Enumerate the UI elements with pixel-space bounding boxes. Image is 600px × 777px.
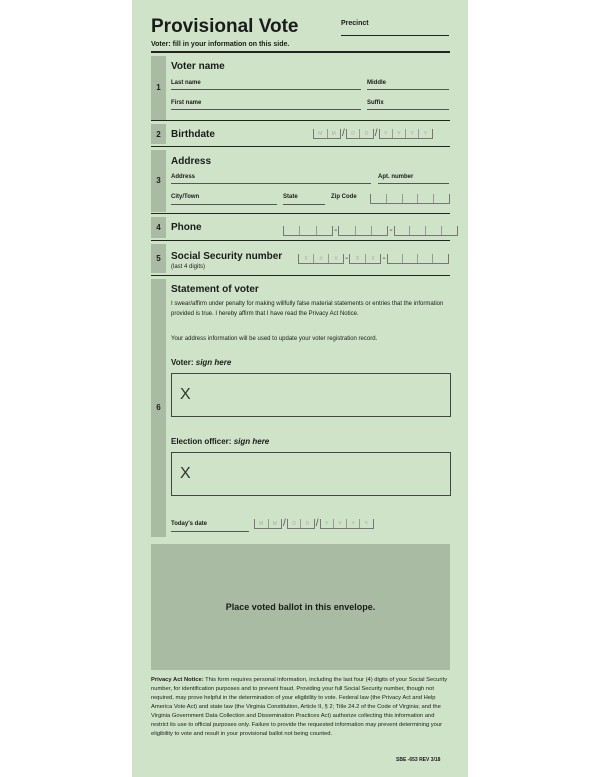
voter-name-title: Voter name (171, 61, 225, 72)
date-year-box[interactable] (320, 519, 374, 529)
ssn-last4-box[interactable] (387, 254, 449, 264)
ssn-middle-box (349, 254, 381, 264)
envelope-instruction: Place voted ballot in this envelope. (225, 602, 376, 612)
todays-date-field[interactable] (254, 518, 374, 529)
officer-sign-prefix: Election officer: (171, 437, 234, 446)
placeholder-char: M (272, 521, 277, 527)
ssn-title: Social Security number (171, 251, 283, 262)
phone-dash: - (389, 225, 393, 236)
ssn-field[interactable] (298, 253, 449, 264)
section-number-6: 6 (156, 403, 161, 412)
last-name-field[interactable] (171, 89, 361, 90)
middle-label: Middle (367, 80, 386, 86)
ssn-subtitle: (last 4 digits) (171, 264, 206, 270)
divider (151, 275, 450, 276)
provisional-vote-form (132, 0, 468, 777)
address-title: Address (171, 156, 212, 167)
last-name-label: Last name (171, 80, 201, 86)
section-number-bar (151, 124, 166, 144)
divider (151, 146, 450, 147)
phone-dash: - (334, 225, 338, 236)
placeholder-char: X (334, 256, 338, 262)
birth-day-box[interactable] (346, 129, 374, 139)
envelope-area (151, 544, 450, 670)
first-name-field[interactable] (171, 109, 361, 110)
officer-sign-label (171, 437, 269, 446)
placeholder-char: Y (334, 519, 347, 528)
divider (151, 240, 450, 241)
phone-line-box[interactable] (394, 226, 458, 236)
placeholder-char: X (314, 254, 329, 263)
placeholder-char: D (364, 131, 369, 137)
divider (151, 51, 450, 53)
state-field[interactable] (283, 204, 325, 205)
date-day-box[interactable] (287, 519, 315, 529)
date-slash: / (374, 128, 378, 139)
middle-field[interactable] (367, 89, 449, 90)
birthdate-title: Birthdate (171, 129, 215, 140)
statement-text: I swear/affirm under penalty for making willfully false material statements or entries that the information provided is true. I hereby affirm that I have read the Privacy Act Notice. (171, 301, 444, 317)
phone-title: Phone (171, 222, 202, 233)
placeholder-char: Y (321, 519, 334, 528)
placeholder-char: M (331, 131, 336, 137)
voter-signature-box[interactable] (171, 373, 451, 417)
signature-mark: X (180, 386, 191, 403)
privacy-text: This form requires personal information, including the last four (4) digits of your Social Security number, for identification purposes and to prevent fraud. Providing your full Social Security number, though not required, may prove helpful in the determination of your eligibility to vote. Federal law (the Privacy Act and Help America Vote Act) and state law (the Virginia Constitution, Article II, § 2; Title 24.2 of the Code of Virginia; and the Virginia Government Data Collection and Dissemination Practices Act) authorize collecting this information and restrict its use to official purposes only. Failure to provide the requested information may prevent determining your eligibility to vote and result in your provisional ballot not being counted. (151, 677, 448, 737)
section-number-5: 5 (156, 254, 161, 263)
apt-field[interactable] (378, 183, 449, 184)
voter-instruction: Voter: fill in your information on this side. (151, 41, 290, 48)
address-field[interactable] (171, 183, 371, 184)
section-number-1: 1 (156, 83, 161, 92)
placeholder-char: Y (393, 129, 406, 138)
date-slash: / (342, 128, 345, 139)
date-slash: / (315, 518, 319, 529)
placeholder-char: Y (406, 129, 419, 138)
precinct-field[interactable] (341, 35, 449, 36)
phone-prefix-box[interactable] (338, 226, 388, 236)
address-note: Your address information will be used to update your voter registration record. (171, 336, 378, 342)
zip-label: Zip Code (331, 194, 357, 200)
first-name-label: First name (171, 100, 202, 106)
privacy-heading: Privacy Act Notice: (151, 677, 204, 683)
page-title: Provisional Vote (151, 16, 299, 37)
statement-title: Statement of voter (171, 284, 259, 295)
date-month-box[interactable] (254, 519, 282, 529)
section-number-bar (151, 279, 166, 537)
voter-sign-emph: sign here (195, 358, 232, 367)
suffix-field[interactable] (367, 109, 449, 110)
signature-mark: X (180, 465, 191, 482)
voter-sign-label (171, 358, 231, 367)
ssn-dash: - (345, 253, 349, 264)
phone-field[interactable] (283, 225, 458, 236)
birthdate-field[interactable] (313, 128, 433, 139)
city-label: City/Town (171, 194, 200, 200)
todays-date-label: Today's date (171, 521, 207, 527)
privacy-notice (151, 676, 451, 739)
officer-sign-emph: sign here (233, 437, 270, 446)
section-number-bar (151, 244, 166, 273)
voter-sign-prefix: Voter: (171, 358, 196, 367)
placeholder-char: Y (364, 521, 369, 527)
form-revision-code: SBE -653 REV 3/18 (396, 757, 441, 763)
divider (151, 213, 450, 214)
section-number-4: 4 (156, 223, 161, 232)
birth-month-box[interactable] (313, 129, 341, 139)
apt-label: Apt. number (378, 174, 414, 180)
section-number-bar (151, 217, 166, 238)
section-number-2: 2 (156, 130, 161, 139)
phone-area-box[interactable] (283, 226, 333, 236)
ssn-first-box (298, 254, 344, 264)
suffix-label: Suffix (367, 100, 384, 106)
placeholder-char: Y (380, 129, 393, 138)
placeholder-char: Y (347, 519, 360, 528)
ssn-dash: - (382, 253, 386, 264)
divider (151, 120, 450, 121)
section-number-bar (151, 56, 166, 120)
placeholder-char: D (347, 129, 361, 138)
placeholder-char: Y (423, 131, 428, 137)
precinct-label: Precinct (341, 20, 369, 27)
placeholder-char: X (350, 254, 366, 263)
placeholder-char: X (371, 256, 375, 262)
zip-field[interactable] (370, 194, 450, 204)
section-number-bar (151, 150, 166, 212)
section-number-3: 3 (156, 176, 161, 185)
placeholder-char: M (314, 129, 328, 138)
officer-signature-box[interactable] (171, 452, 451, 496)
state-label: State (283, 194, 298, 200)
placeholder-char: D (288, 519, 302, 528)
date-slash: / (283, 518, 286, 529)
placeholder-char: M (255, 519, 269, 528)
city-field[interactable] (171, 204, 277, 205)
address-label: Address (171, 174, 196, 180)
placeholder-char: X (299, 254, 314, 263)
todays-date-underline (171, 531, 249, 532)
birth-year-box[interactable] (379, 129, 433, 139)
placeholder-char: D (305, 521, 310, 527)
